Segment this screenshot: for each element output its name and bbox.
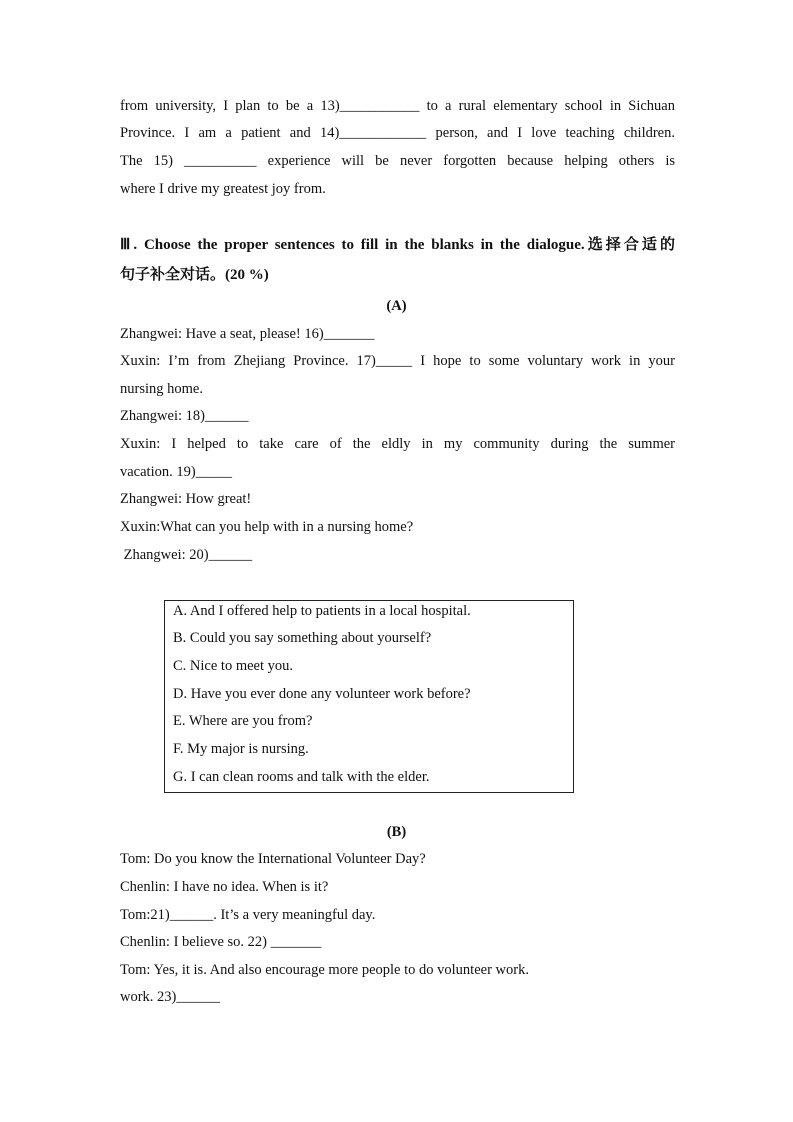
option-e: E. Where are you from? [173, 713, 313, 729]
dialogue-a-line-1: Zhangwei: Have a seat, please! 16)_______ [120, 326, 375, 342]
dialogue-b-line-1: Tom: Do you know the International Volunteer Day? [120, 851, 426, 867]
dialogue-b-label: (B) [386, 824, 407, 840]
passage-line-3: The 15) __________ experience will be never forgotten because helping others is [120, 153, 675, 169]
dialogue-a-line-7: Zhangwei: How great! [120, 491, 252, 507]
dialogue-a-line-4: Zhangwei: 18)______ [120, 408, 249, 424]
dialogue-a-label: (A) [386, 298, 407, 314]
dialogue-b-line-6: work. 23)______ [120, 989, 220, 1005]
option-c: C. Nice to meet you. [173, 658, 294, 674]
option-g: G. I can clean rooms and talk with the elder. [173, 769, 430, 785]
dialogue-a-line-2: Xuxin: I’m from Zhejiang Province. 17)_____ I hope to some voluntary work in your [120, 353, 675, 369]
options-box [164, 600, 574, 793]
dialogue-a-line-9: Zhangwei: 20)______ [120, 547, 253, 563]
passage-line-1: from university, I plan to be a 13)___________ to a rural elementary school in Sichuan [120, 98, 675, 114]
dialogue-b-line-4: Chenlin: I believe so. 22) _______ [120, 934, 322, 950]
option-a: A. And I offered help to patients in a local hospital. [173, 603, 471, 619]
dialogue-b-line-5: Tom: Yes, it is. And also encourage more people to do volunteer work. [120, 962, 529, 978]
option-f: F. My major is nursing. [173, 741, 309, 757]
dialogue-a-line-3: nursing home. [120, 381, 203, 397]
section-title-line-1: Ⅲ. Choose the proper sentences to fill in the blanks in the dialogue.选择合适的 [120, 237, 675, 253]
option-d: D. Have you ever done any volunteer work before? [173, 686, 471, 702]
dialogue-b-line-2: Chenlin: I have no idea. When is it? [120, 879, 329, 895]
dialogue-a-line-6: vacation. 19)_____ [120, 464, 232, 480]
option-b: B. Could you say something about yourself? [173, 630, 432, 646]
dialogue-a-line-5: Xuxin: I helped to take care of the eldly in my community during the summer [120, 436, 675, 452]
section-title-line-2: 句子补全对话。(20 %) [120, 267, 269, 283]
passage-line-2: Province. I am a patient and 14)____________ person, and I love teaching children. [120, 125, 675, 141]
dialogue-b-line-3: Tom:21)______. It’s a very meaningful day. [120, 907, 376, 923]
passage-line-4: where I drive my greatest joy from. [120, 181, 326, 197]
dialogue-a-line-8: Xuxin:What can you help with in a nursing home? [120, 519, 414, 535]
